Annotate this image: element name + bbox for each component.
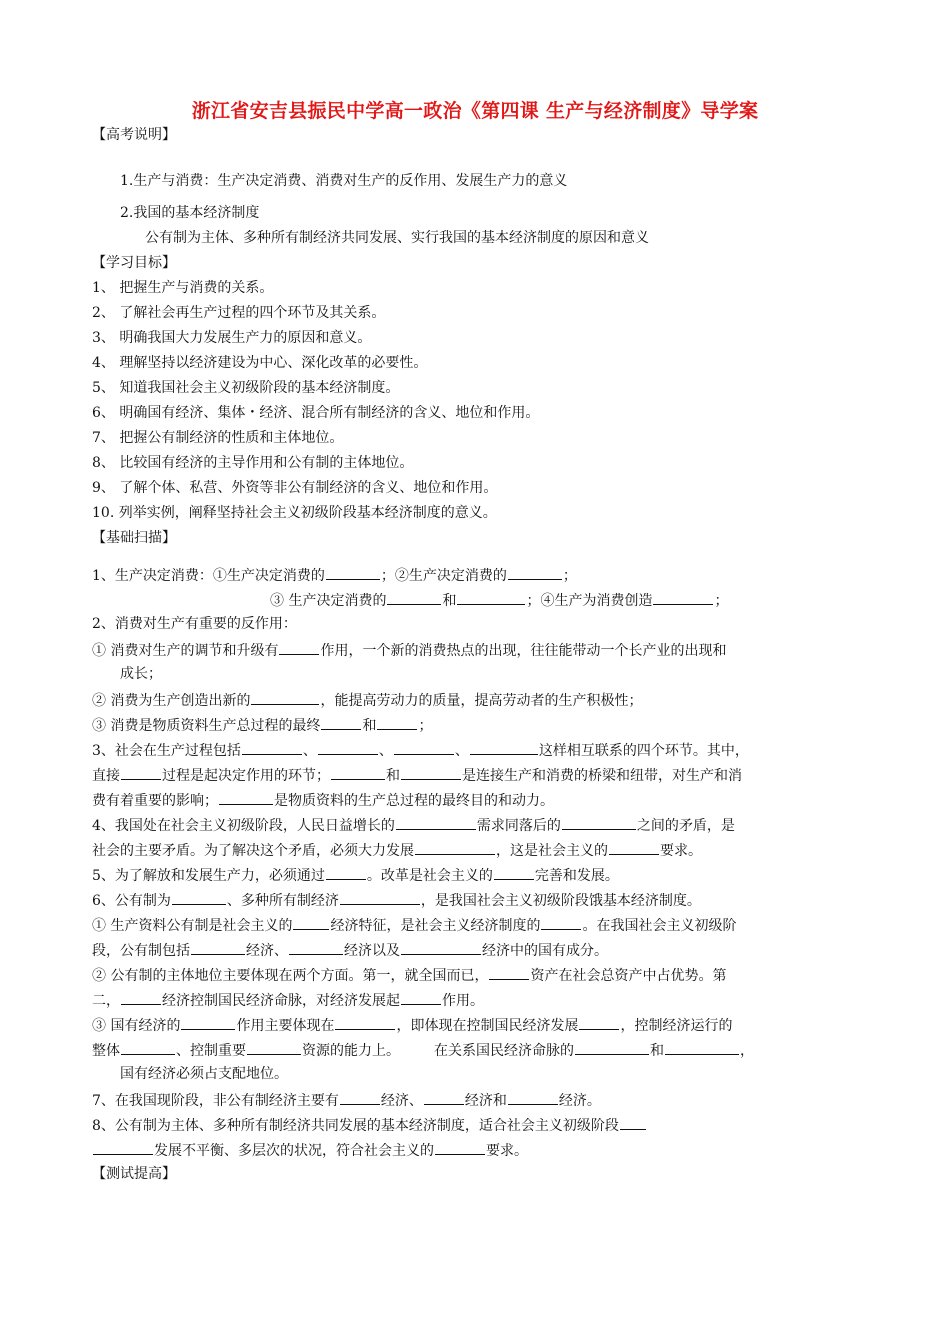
fill-blank[interactable] xyxy=(396,815,476,830)
fill-blank[interactable] xyxy=(457,590,525,605)
basics-line: ① 消费对生产的调节和升级有 作用，一个新的消费热点的出现，往往能带动一个长产业的出现和 xyxy=(92,640,726,660)
fill-blank[interactable] xyxy=(562,815,636,830)
fill-blank[interactable] xyxy=(401,990,441,1005)
goal-item: 3、 明确我国大力发展生产力的原因和意义。 xyxy=(92,330,372,346)
basics-line: 发展不平衡、多层次的状况，符合社会主义的 要求。 xyxy=(92,1140,528,1160)
goal-item: 1、 把握生产与消费的关系。 xyxy=(92,280,274,296)
fill-blank[interactable] xyxy=(387,590,441,605)
fill-blank[interactable] xyxy=(242,740,302,755)
fill-blank[interactable] xyxy=(279,640,319,655)
basics-line: ③ 国有经济的 作用主要体现在 ，即体现在控制国民经济发展 ，控制经济运行的 xyxy=(92,1015,732,1035)
section-goals-heading: 【学习目标】 xyxy=(92,255,176,271)
section-test-heading: 【测试提高】 xyxy=(92,1166,176,1182)
fill-blank[interactable] xyxy=(424,1090,464,1105)
fill-blank[interactable] xyxy=(340,890,420,905)
fill-blank[interactable] xyxy=(401,765,461,780)
goal-item: 7、 把握公有制经济的性质和主体地位。 xyxy=(92,430,344,446)
basics-line: 直接 过程是起决定作用的环节； 和 是连接生产和消费的桥梁和纽带，对生产和消 xyxy=(92,765,742,785)
basics-line: 8、公有制为主体、多种所有制经济共同发展的基本经济制度，适合社会主义初级阶段 xyxy=(92,1115,647,1135)
basics-line: 1、生产决定消费：①生产决定消费的 ；②生产决定消费的 ； xyxy=(92,565,577,585)
fill-blank[interactable] xyxy=(489,965,529,980)
fill-blank[interactable] xyxy=(575,1040,649,1055)
fill-blank[interactable] xyxy=(401,940,481,955)
fill-blank[interactable] xyxy=(289,940,343,955)
fill-blank[interactable] xyxy=(579,1015,619,1030)
goal-item: 2、 了解社会再生产过程的四个环节及其关系。 xyxy=(92,305,386,321)
basics-line: ③ 生产决定消费的 和 ；④生产为消费创造 ； xyxy=(270,590,728,610)
fill-blank[interactable] xyxy=(219,790,273,805)
basics-line: ① 生产资料公有制是社会主义的 经济特征，是社会主义经济制度的 。在我国社会主义初级阶 xyxy=(92,915,736,935)
exam-item-2-detail: 公有制为主体、多种所有制经济共同发展、实行我国的基本经济制度的原因和意义 xyxy=(145,230,649,246)
fill-blank[interactable] xyxy=(653,590,713,605)
fill-blank[interactable] xyxy=(181,1015,235,1030)
fill-blank[interactable] xyxy=(121,1040,175,1055)
fill-blank[interactable] xyxy=(326,865,366,880)
basics-line: ② 消费为生产创造出新的 ，能提高劳动力的质量，提高劳动者的生产积极性； xyxy=(92,690,642,710)
fill-blank[interactable] xyxy=(331,765,385,780)
fill-blank[interactable] xyxy=(541,915,581,930)
basics-line: 4、我国处在社会主义初级阶段，人民日益增长的 需求同落后的 之间的矛盾，是 xyxy=(92,815,735,835)
basics-line: 费有着重要的影响； 是物质资料的生产总过程的最终目的和动力。 xyxy=(92,790,554,810)
goal-item: 9、 了解个体、私营、外资等非公有制经济的含义、地位和作用。 xyxy=(92,480,498,496)
goal-item: 8、 比较国有经济的主导作用和公有制的主体地位。 xyxy=(92,455,414,471)
goal-item: 5、 知道我国社会主义初级阶段的基本经济制度。 xyxy=(92,380,400,396)
fill-blank[interactable] xyxy=(415,840,495,855)
goal-item: 6、 明确国有经济、集体・经济、混合所有制经济的含义、地位和作用。 xyxy=(92,405,540,421)
section-basics-heading: 【基础扫描】 xyxy=(92,530,176,546)
fill-blank[interactable] xyxy=(251,690,319,705)
fill-blank[interactable] xyxy=(609,840,659,855)
basics-line: 7、在我国现阶段，非公有制经济主要有 经济、 经济和 经济。 xyxy=(92,1090,601,1110)
exam-item-2: 2.我国的基本经济制度 xyxy=(120,205,260,221)
basics-line: ③ 消费是物质资料生产总过程的最终 和 ； xyxy=(92,715,432,735)
basics-line: 二， 经济控制国民经济命脉，对经济发展起 作用。 xyxy=(92,990,484,1010)
fill-blank[interactable] xyxy=(335,1015,395,1030)
exam-item-1: 1.生产与消费：生产决定消费、消费对生产的反作用、发展生产力的意义 xyxy=(120,173,568,189)
fill-blank[interactable] xyxy=(121,990,161,1005)
basics-line: 6、公有制为 、多种所有制经济 ，是我国社会主义初级阶段饿基本经济制度。 xyxy=(92,890,701,910)
fill-blank[interactable] xyxy=(121,765,161,780)
goal-item: 10. 列举实例，阐释坚持社会主义初级阶段基本经济制度的意义。 xyxy=(92,505,497,521)
basics-line: 3、社会在生产过程包括 、 、 、 这样相互联系的四个环节。其中， xyxy=(92,740,749,760)
fill-blank[interactable] xyxy=(377,715,417,730)
fill-blank[interactable] xyxy=(508,565,562,580)
fill-blank[interactable] xyxy=(247,1040,301,1055)
fill-blank[interactable] xyxy=(191,940,245,955)
fill-blank[interactable] xyxy=(318,740,378,755)
basics-line: 社会的主要矛盾。为了解决这个矛盾，必须大力发展 ，这是社会主义的 要求。 xyxy=(92,840,702,860)
fill-blank[interactable] xyxy=(665,1040,739,1055)
basics-line: 2、消费对生产有重要的反作用： xyxy=(92,616,297,632)
fill-blank[interactable] xyxy=(172,890,226,905)
fill-blank[interactable] xyxy=(321,715,361,730)
fill-blank[interactable] xyxy=(326,565,380,580)
fill-blank[interactable] xyxy=(394,740,454,755)
fill-blank[interactable] xyxy=(620,1115,646,1130)
goal-item: 4、 理解坚持以经济建设为中心、深化改革的必要性。 xyxy=(92,355,428,371)
fill-blank[interactable] xyxy=(435,1140,485,1155)
fill-blank[interactable] xyxy=(470,740,538,755)
page-title: 浙江省安吉县振民中学高一政治《第四课 生产与经济制度》导学案 xyxy=(191,100,759,122)
basics-line: 段，公有制包括 经济、 经济以及 经济中的国有成分。 xyxy=(92,940,608,960)
basics-line: 整体 、控制重要 资源的能力上。 在关系国民经济命脉的 和 ， xyxy=(92,1040,754,1060)
fill-blank[interactable] xyxy=(340,1090,380,1105)
section-exam-heading: 【高考说明】 xyxy=(92,127,176,143)
fill-blank[interactable] xyxy=(93,1140,153,1155)
basics-line: 成长； xyxy=(120,666,162,682)
fill-blank[interactable] xyxy=(508,1090,558,1105)
basics-line: 国有经济必须占支配地位。 xyxy=(120,1066,288,1082)
fill-blank[interactable] xyxy=(494,865,534,880)
basics-line: 5、为了解放和发展生产力，必须通过 。改革是社会主义的 完善和发展。 xyxy=(92,865,619,885)
basics-line: ② 公有制的主体地位主要体现在两个方面。第一，就全国而已， 资产在社会总资产中占优势。第 xyxy=(92,965,726,985)
fill-blank[interactable] xyxy=(293,915,329,930)
